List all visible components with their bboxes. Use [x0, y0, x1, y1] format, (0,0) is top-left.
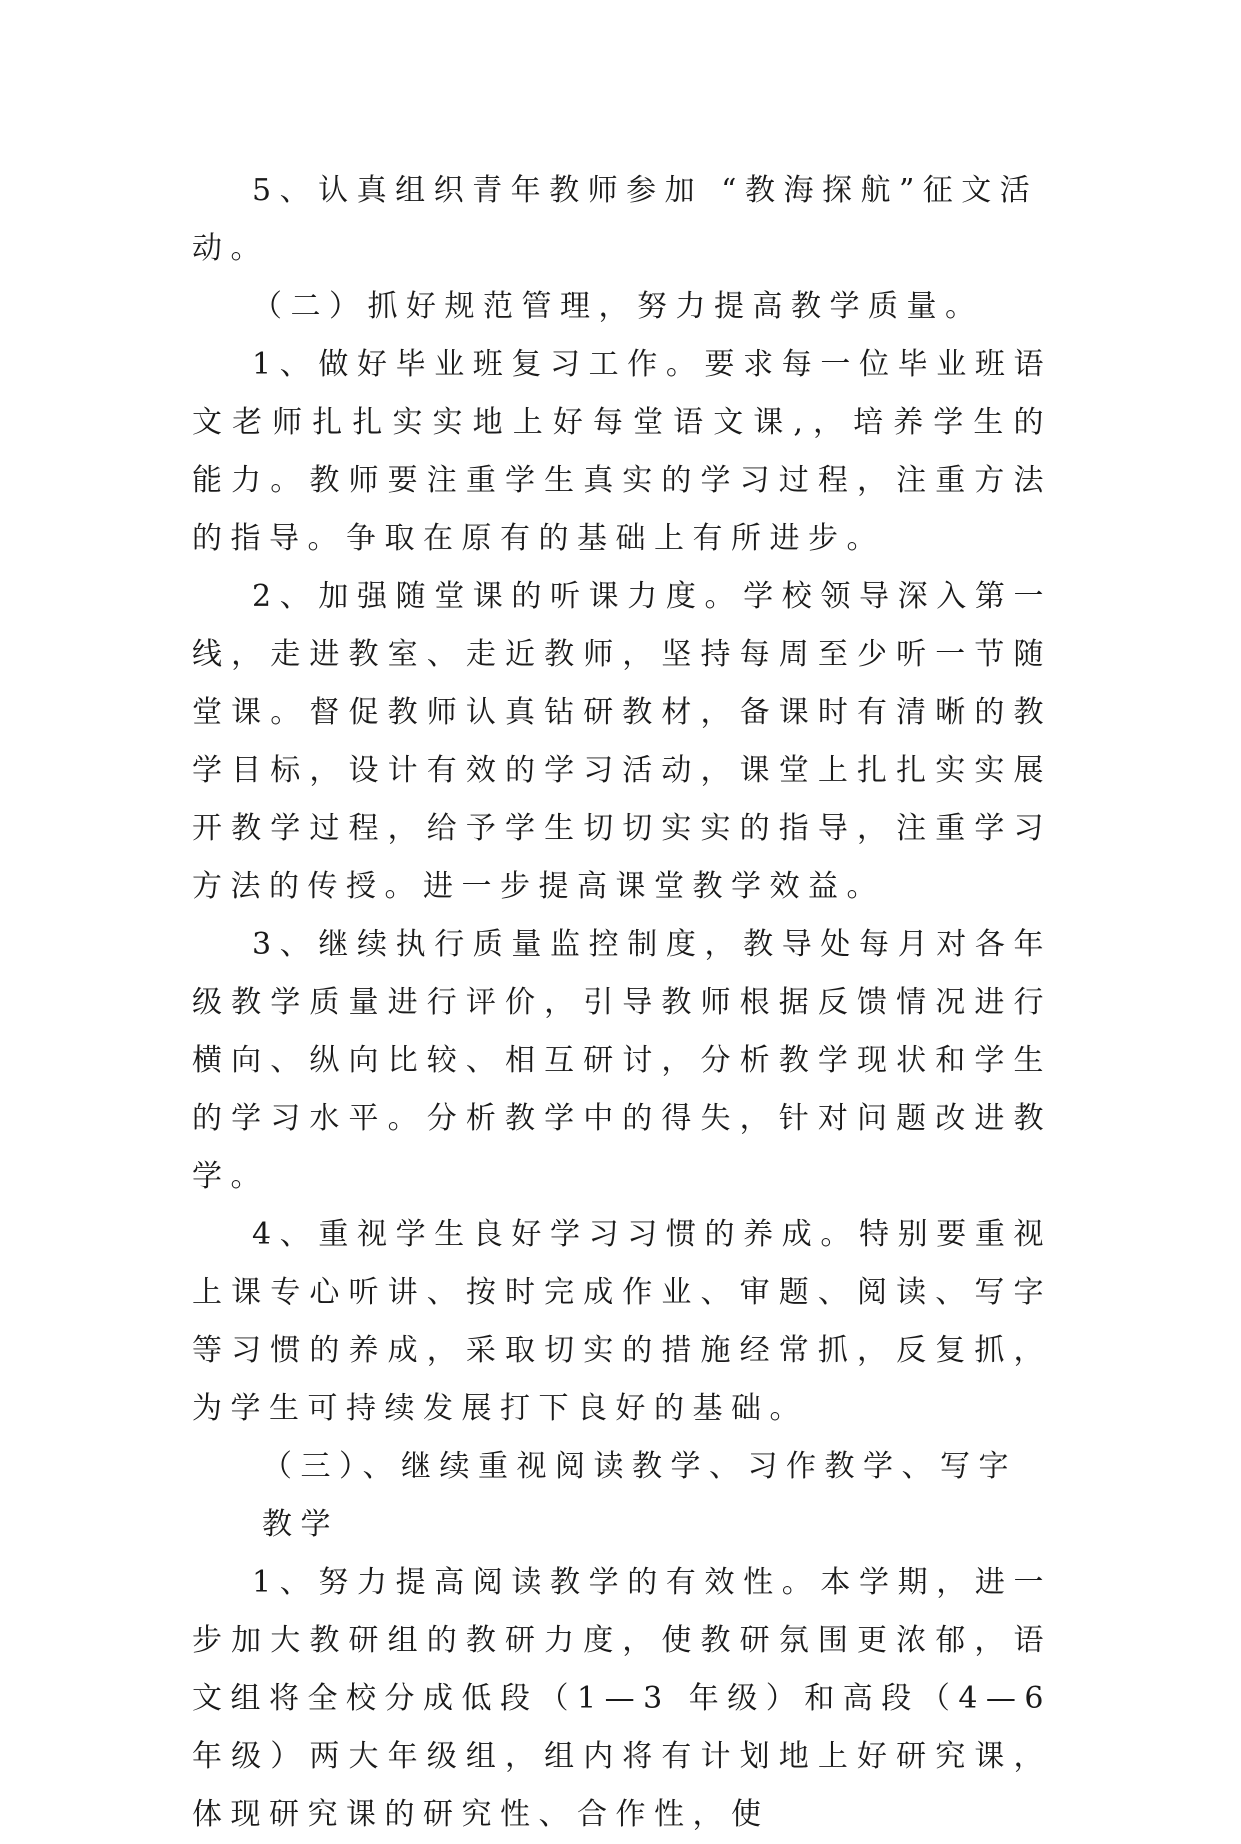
section-2-item-4: 4、重视学生良好学习习惯的养成。特别要重视上课专心听讲、按时完成作业、审题、阅读、写字等习惯的养成，采取切实的措施经常抓，反复抓，为学生可持续发展打下良好的基础。 — [192, 1217, 1052, 1426]
document-body — [192, 162, 1052, 1844]
section-3-item-1: 1、努力提高阅读教学的有效性。本学期，进一步加大教研组的教研力度，使教研氛围更浓郁，语文组将全校分成低段（1—3 年级）和高段（4—6 年级）两大年级组，组内将有计划地上好研究课，体现研究课的研究性、合作性，使 — [192, 1565, 1052, 1832]
section-2-item-3: 3、继续执行质量监控制度，教导处每月对各年级教学质量进行评价，引导教师根据反馈情况进行横向、纵向比较、相互研讨，分析教学现状和学生的学习水平。分析教学中的得失，针对问题改进教学。 — [192, 927, 1052, 1194]
section-3-heading: （三）、继续重视阅读教学、习作教学、写字教学 — [262, 1449, 1017, 1542]
section-2-item-2: 2、加强随堂课的听课力度。学校领导深入第一线，走进教室、走近教师，坚持每周至少听一节随堂课。督促教师认真钻研教材，备课时有清晰的教学目标，设计有效的学习活动，课堂上扎扎实实展开教学过程，给予学生切切实实的指导，注重学习方法的传授。进一步提高课堂教学效益。 — [192, 579, 1052, 904]
section-2-heading: （二）抓好规范管理，努力提高教学质量。 — [252, 289, 984, 324]
item-5-line: 5、认真组织青年教师参加 “教海探航”征文活动。 — [192, 173, 1039, 266]
section-2-item-1: 1、做好毕业班复习工作。要求每一位毕业班语文老师扎扎实实地上好每堂语文课,，培养学生的能力。教师要注重学生真实的学习过程，注重方法的指导。争取在原有的基础上有所进步。 — [192, 347, 1052, 556]
